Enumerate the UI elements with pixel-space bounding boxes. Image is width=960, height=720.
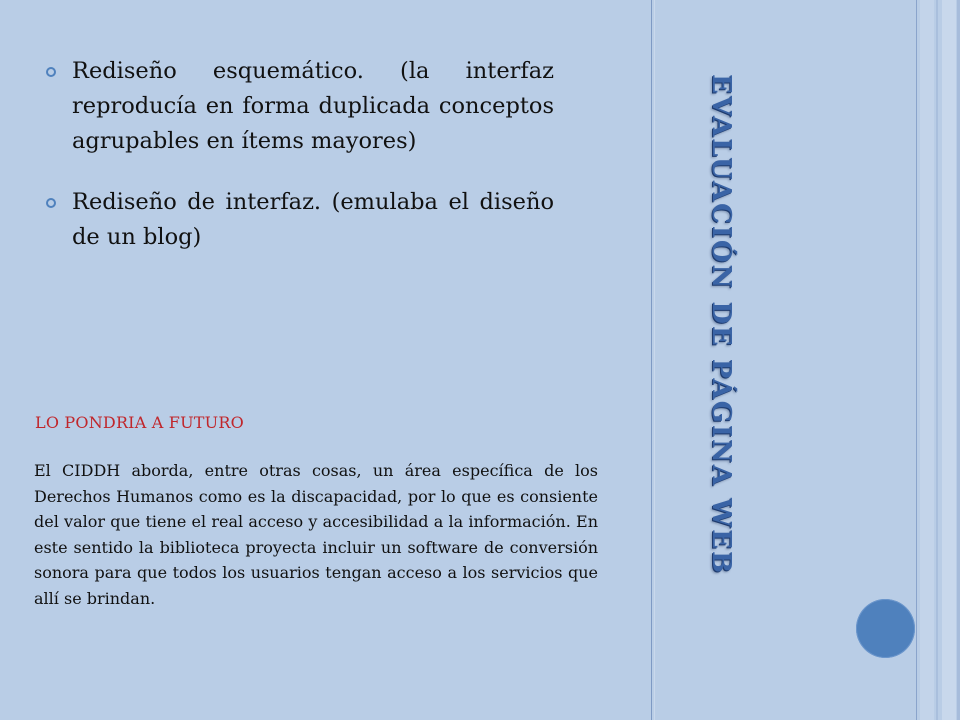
divider-line: [651, 0, 652, 720]
slide-title: EVALUACIÓN DE PÁGINA WEB: [706, 74, 736, 575]
bullet-list: [40, 54, 554, 255]
body-paragraph: El CIDDH aborda, entre otras cosas, un área específica de los Derechos Humanos como es la discapacidad, por lo que es consiente del valor que tiene el real acceso y accesibilidad a la información. En este sentido la biblioteca proyecta incluir un software de conversión sonora para que todos los usuarios tengan acceso a los servicios que allí se brindan.: [34, 461, 598, 608]
section-subheading: LO PONDRIA A FUTURO: [35, 413, 244, 432]
bullet-ring-icon: [46, 198, 56, 208]
side-band: [652, 0, 960, 720]
divider-line: [936, 0, 938, 720]
bullet-item: [40, 54, 554, 159]
divider-line: [654, 0, 655, 720]
decorative-stripe: [920, 0, 934, 720]
decorative-stripe: [942, 0, 956, 720]
bullet-ring-icon: [46, 67, 56, 77]
accent-circle: [856, 599, 915, 658]
bullet-text: Rediseño de interfaz. (emulaba el diseño de un blog): [72, 189, 554, 250]
bullet-item: [40, 185, 554, 255]
bullet-text: Rediseño esquemático. (la interfaz reproducía en forma duplicada conceptos agrupables en ítems mayores): [72, 58, 554, 154]
divider-line: [916, 0, 917, 720]
